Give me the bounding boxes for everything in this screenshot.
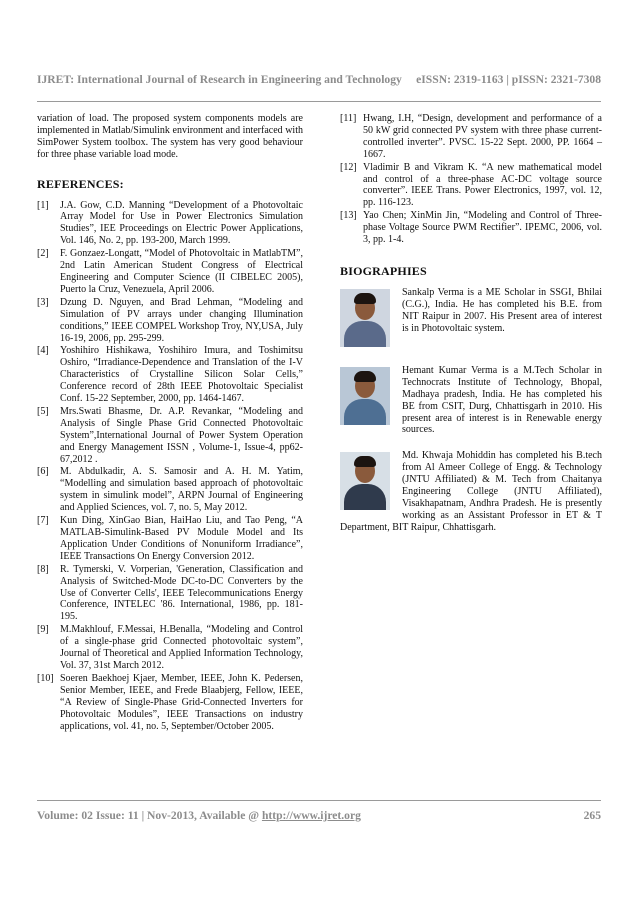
biography-text: Sankalp Verma is a ME Scholar in SSGI, Bhilai (C.G.), India. He has completed his B.E. from NIT Raipur in 2007. His Present area of interest is in Photovoltaic system.: [402, 286, 602, 334]
header-divider: [37, 101, 601, 102]
reference-text: Soeren Baekhoej Kjaer, Member, IEEE, John K. Pedersen, Senior Member, IEEE, and Frede Blaabjerg, Fellow, IEEE, “A Review of Single-Phase Grid-Connected Inverters for Photovoltaic Modules”, IEEE Transactions on industry applications, vol. 41, no. 5, September/October 2005.: [60, 672, 303, 732]
references-heading: REFERENCES:: [37, 176, 124, 191]
reference-text: Yao Chen; XinMin Jin, “Modeling and Control of Three-phase Voltage Source PWM Rectifier”. IPEMC, 2006, vol. 3, pp. 1-4.: [363, 210, 602, 246]
journal-header: [37, 73, 601, 86]
biography-item: [340, 365, 602, 436]
reference-item: [37, 564, 303, 624]
reference-number: [5]: [37, 405, 49, 417]
page-footer: [37, 809, 601, 822]
reference-number: [10]: [37, 672, 54, 684]
references-list-right: [340, 113, 602, 246]
reference-number: [1]: [37, 199, 49, 211]
reference-item: [340, 113, 602, 161]
reference-text: Kun Ding, XinGao Bian, HaiHao Liu, and Tao Peng, “A MATLAB-Simulink-Based PV Module Model and Its Application Under Conditions of Nonuniform Irradiance”, IEEE Transactions On Energy Conversion 2012.: [60, 515, 303, 562]
reference-text: Dzung D. Nguyen, and Brad Lehman, “Modeling and Simulation of PV arrays under changing Illumination conditions,” IEEE COMPEL Workshop Troy, NY,USA, July 16-19, 2006, pp. 295-299.: [60, 296, 303, 344]
reference-number: [4]: [37, 345, 49, 357]
biography-text: Md. Khwaja Mohiddin has completed his B.tech from Al Ameer College of Engg. & Technology (JNTU Affiliated) & M. Tech from Chaitanya Engineering College (JNTU Affiliated), Visakhapatnam, Andhra Pradesh. He is presently working as an Assistant Professor in ET & T Department, BIT Raipur, Chhattisgarh.: [340, 450, 602, 533]
reference-text: M. Abdulkadir, A. S. Samosir and A. H. M. Yatim, “Modelling and simulation based approach of photovoltaic system in simulink model”, ARPN Journal of Engineering and Applied Sciences, vol. 7, no. 5, May 2012.: [60, 466, 303, 514]
biography-item: [340, 450, 602, 533]
reference-number: [2]: [37, 248, 49, 260]
reference-item: [37, 200, 303, 248]
reference-item: [37, 297, 303, 345]
biography-text: Hemant Kumar Verma is a M.Tech Scholar in Technocrats Institute of Technology, Bhopal, Madhaya pradesh, India. He has completed his BE from CSIT, Durg, Chhattisgarh in 2010. His present area of interest is in Renewable energy sources.: [402, 364, 602, 436]
author-photo: [340, 452, 390, 510]
reference-number: [7]: [37, 515, 49, 527]
biography-item: [340, 287, 602, 351]
reference-item: [340, 210, 602, 246]
page-number: 265: [583, 809, 601, 822]
journal-issn: eISSN: 2319-1163 | pISSN: 2321-7308: [416, 73, 601, 86]
reference-text: Vladimir B and Vikram K. “A new mathematical model and control of a three-phase AC-DC voltage source converter”. IEEE Trans. Power Electronics, 1997, vol. 12, pp. 116-123.: [363, 161, 602, 209]
reference-text: J.A. Gow, C.D. Manning “Development of a Photovoltaic Array Model for Use in Power Electronics Simulation Studies”, IEE Proceedings on Electric Power Applications, Vol. 146, No. 2, pp. 193-200, March 1999.: [60, 199, 303, 247]
journal-link[interactable]: http://www.ijret.org: [261, 809, 361, 822]
reference-text: R. Tymerski, V. Vorperian, 'Generation, Classification and Analysis of Switched-Mode DC-to-DC Converters by the Use of Converter Cells', IEEE Telecommunications Energy Conference, INTELEC '86. International, 1986, pp. 181-195.: [60, 563, 303, 623]
author-photo: [340, 289, 390, 347]
references-list-left: [37, 200, 303, 733]
reference-item: [37, 673, 303, 733]
reference-number: [3]: [37, 296, 49, 308]
reference-text: F. Gonzaez-Longatt, “Model of Photovoltaic in MatlabTM”, 2nd Latin American Student Congress of Electrical Engineering and Computer Science (II CIBELEC 2005), Puerto la Cruz, Venezuela, April 2006.: [60, 248, 303, 295]
journal-title: IJRET: International Journal of Research in Engineering and Technology: [37, 73, 402, 86]
reference-item: [37, 515, 303, 563]
reference-number: [11]: [340, 113, 357, 124]
reference-number: [9]: [37, 624, 49, 636]
left-column: [37, 113, 303, 733]
reference-text: Hwang, I.H, “Design, development and performance of a 50 kW grid connected PV system with three phase current-controlled inverter”. PVSC. 15-22 Sept. 2000, PP. 1664 – 1667.: [363, 113, 602, 160]
reference-number: [12]: [340, 161, 357, 173]
reference-item: [37, 406, 303, 466]
reference-item: [37, 624, 303, 672]
biographies-heading: BIOGRAPHIES: [340, 263, 427, 278]
intro-paragraph: variation of load. The proposed system components models are implemented in Matlab/Simulink environment and interfaced with SimPower System toolbox. The system has very good behaviour for three phase variable load mode.: [37, 113, 303, 160]
author-photo: [340, 367, 390, 425]
reference-item: [37, 466, 303, 514]
reference-number: [6]: [37, 466, 49, 478]
footer-info: [37, 809, 361, 822]
reference-item: [37, 248, 303, 296]
reference-text: Mrs.Swati Bhasme, Dr. A.P. Revankar, “Modeling and Analysis of Single Phase Grid Connected Photovoltaic System”,International Journal of Power System Operation and Energy Management ISSN , Volume-1, Issue-4, pp62-67,2012 .: [60, 405, 303, 465]
reference-text: Yoshihiro Hishikawa, Yoshihiro Imura, and Toshimitsu Oshiro, “Irradiance-Dependence and Translation of the I-V Characteristics of Crystalline Silicon Solar Cells,” Conference record of 28th IEEE Photovoltaic Specialist Conf. 15-22 September, 2000, pp. 1464-1467.: [60, 345, 303, 405]
reference-number: [8]: [37, 563, 49, 575]
footer-divider: [37, 800, 601, 801]
right-column: [340, 113, 602, 548]
reference-item: [340, 162, 602, 210]
footer-volume: Volume: 02 Issue: 11 | Nov-2013, Available @: [37, 809, 262, 822]
reference-text: M.Makhlouf, F.Messai, H.Benalla, “Modeling and Control of a single-phase grid Connected photovoltaic system”, Journal of Theoretical and Applied Information Technology, Vol. 37, 31st March 2012.: [60, 624, 303, 671]
reference-item: [37, 345, 303, 405]
reference-number: [13]: [340, 210, 357, 222]
